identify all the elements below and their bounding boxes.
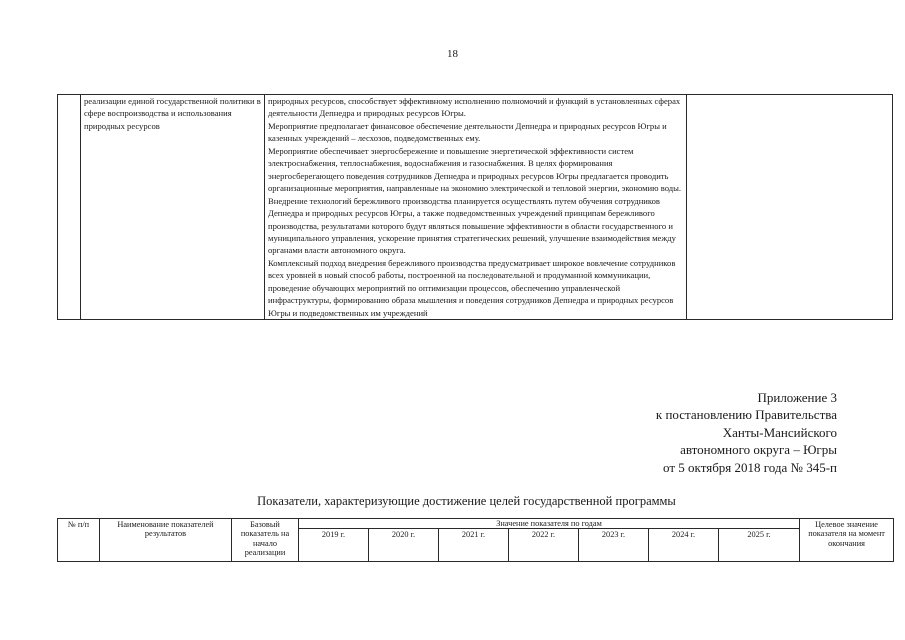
appendix-line: Ханты-Мансийского (722, 424, 837, 440)
appendix-line: автономного округа – Югры (680, 442, 837, 458)
description-paragraph: Мероприятие обеспечивает энергосбережение и повышение энергетической эффективности систем электроснабжения, теплоснабжения, водоснабжения и газоснабжения. В целях формирования энергосберегающего поведения сотрудников Депнедра и природных ресурсов Югры предлагается проводить организационные мероприятия, направленные на экономию электрической и тепловой энергии, экономию воды. (268, 145, 682, 194)
measure-name-cell: реализации единой государственной политики в сфере воспроизводства и использования природных ресурсов (81, 95, 265, 320)
header-indicator-name: Наименование показателей результатов (100, 519, 232, 562)
table-header-row (58, 519, 894, 529)
continuation-table (57, 94, 893, 320)
table-row (58, 95, 893, 320)
appendix-line: Приложение 3 (757, 390, 837, 405)
description-paragraph: Мероприятие предполагает финансовое обеспечение деятельности Депнедра и природных ресурсов Югры и казенных учреждений – лесхозов, подведомственных ему. (268, 120, 667, 144)
measure-description-cell (265, 95, 687, 320)
description-paragraph: природных ресурсов, способствует эффективному исполнению полномочий и функций в установленных сферах деятельности Депнедра и природных ресурсов Югры. (268, 96, 681, 119)
header-year-2023: 2023 г. (579, 529, 649, 562)
header-year-2025: 2025 г. (719, 529, 800, 562)
header-values-by-year: Значение показателя по годам (299, 519, 800, 529)
header-year-2022: 2022 г. (509, 529, 579, 562)
header-year-2021: 2021 г. (439, 529, 509, 562)
table-title: Показатели, характеризующие достижение целей государственной программы (257, 494, 676, 508)
header-year-2020: 2020 г. (369, 529, 439, 562)
appendix-line: к постановлению Правительства (655, 407, 837, 423)
appendix-header (656, 389, 837, 476)
header-base-value: Базовый показатель на начало реализации (232, 519, 299, 562)
page-number: 18 (447, 48, 458, 60)
number-cell (58, 95, 81, 320)
header-year-2024: 2024 г. (649, 529, 719, 562)
empty-cell (687, 95, 893, 320)
description-paragraph: Внедрение технологий бережливого производства планируется осуществлять путем обучения сотрудников Депнедра и природных ресурсов Югры, а также подведомственных учреждений принципам бережливого производства, результатами которого будут являться повышение эффективности в области государственного и муниципального управления, ускорение принятия стратегических решений, улучшение взаимодействия между органами власти автономного округа. (268, 195, 676, 256)
header-year-2019: 2019 г. (299, 529, 369, 562)
description-paragraph: Комплексный подход внедрения бережливого производства предусматривает широкое вовлечение сотрудников всех уровней в новый способ работы, построенной на последовательной и продуманной коммуникации, проведение обучающих мероприятий по оптимизации процессов, обеспечению управленческой инфраструктуры, формированию образа мышления и поведения сотрудников Депнедра и природных ресурсов Югры и подведомственных им учреждений (268, 257, 676, 318)
appendix-line: от 5 октября 2018 года № 345-п (663, 459, 837, 475)
indicators-table (57, 518, 894, 562)
header-number: № п/п (58, 519, 100, 562)
header-target-value: Целевое значение показателя на момент окончания (800, 519, 894, 562)
